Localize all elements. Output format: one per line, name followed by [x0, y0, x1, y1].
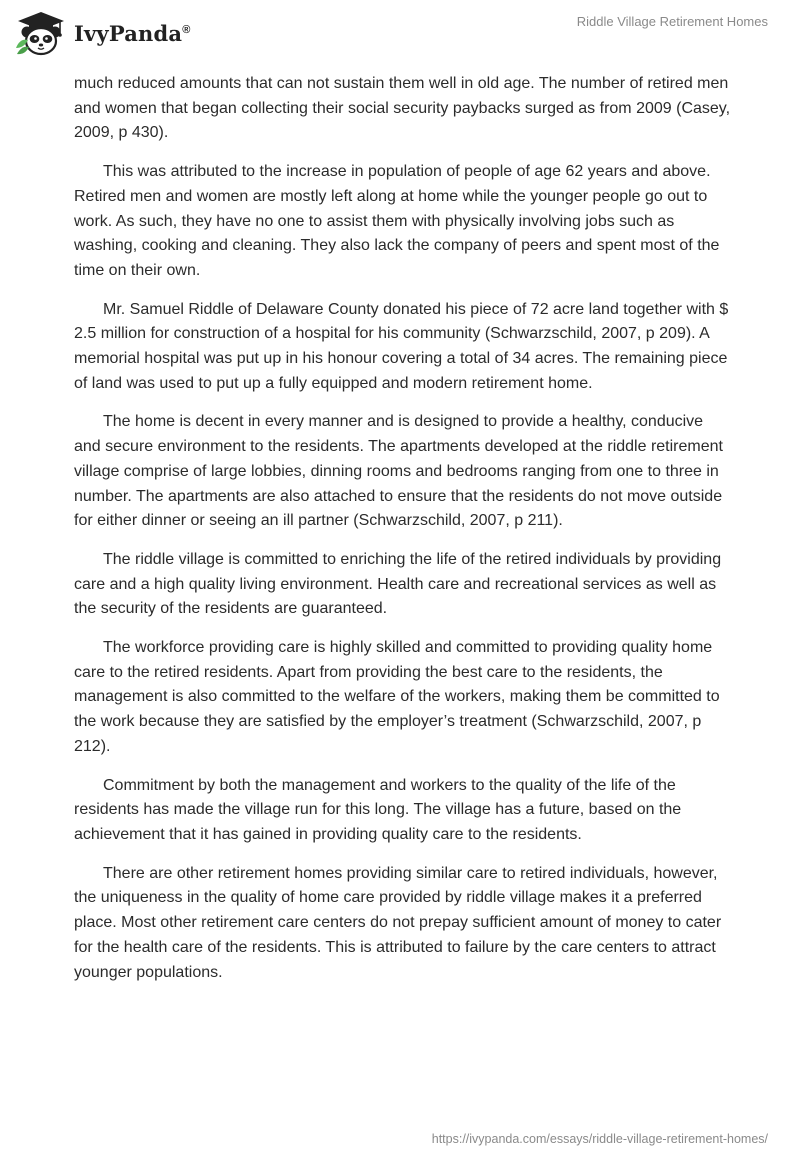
document-running-title: Riddle Village Retirement Homes: [576, 14, 768, 29]
logo-text: IvyPanda: [74, 20, 183, 46]
paragraph: much reduced amounts that can not sustain them well in old age. The number of retired men and women that began collecting their social security paybacks surged as from 2009 (Casey, 2009, p 430).: [74, 75, 731, 142]
paragraph: The riddle village is committed to enriching the life of the retired individuals by providing care and a high quality living environment. Health care and recreational services as well as the security of the residents are guaranteed.: [74, 550, 722, 618]
page-header: [0, 0, 800, 70]
paragraph: There are other retirement homes providing similar care to retired individuals, however, the uniqueness in the quality of home care provided by riddle village makes it a preferred place. Most other retirement care centers do not prepay sufficient amount of money to cater for the health care of the residents. This is attributed to failure by the care centers to attract younger populations.: [74, 864, 722, 981]
paragraph: This was attributed to the increase in population of people of age 62 years and above. Retired men and women are mostly left along at home while the younger people go out to work. As such, they have no one to assist them with physically involving jobs such as washing, cooking and cleaning. They also lack the company of peers and spent most of the time on their own.: [74, 163, 720, 279]
paragraph: The workforce providing care is highly skilled and committed to providing quality home care to the retired residents. Apart from providing the best care to the residents, the management is also committed to the welfare of the workers, making them be committed to the work because they are satisfied by the employer’s treatment (Schwarzschild, 2007, p 212).: [74, 639, 720, 755]
source-url-link[interactable]: https://ivypanda.com/essays/riddle-village-retirement-homes/: [431, 1132, 768, 1146]
ivypanda-logo[interactable]: [14, 10, 191, 56]
essay-body: [74, 72, 734, 999]
paragraph: Mr. Samuel Riddle of Delaware County donated his piece of 72 acre land together with $ 2.5 million for construction of a hospital for his community (Schwarzschild, 2007, p 209). A memorial hospital was put up in his honour covering a total of 34 acres. The remaining piece of land was used to put up a fully equipped and modern retirement home.: [74, 300, 729, 392]
paragraph: The home is decent in every manner and is designed to provide a healthy, conducive and secure environment to the residents. The apartments developed at the riddle retirement village comprise of large lobbies, dinning rooms and bedrooms ranging from one to three in number. The apartments are also attached to ensure that the residents do not move outside for either dinner or seeing an ill partner (Schwarzschild, 2007, p 211).: [74, 413, 723, 530]
panda-graduate-icon: [14, 10, 68, 56]
registered-mark: ®: [182, 23, 191, 36]
logo-wordmark: [74, 21, 191, 46]
paragraph: Commitment by both the management and workers to the quality of the life of the residents has made the village run for this long. The village has a future, based on the achievement that it has gained in providing quality care to the residents.: [74, 776, 682, 843]
